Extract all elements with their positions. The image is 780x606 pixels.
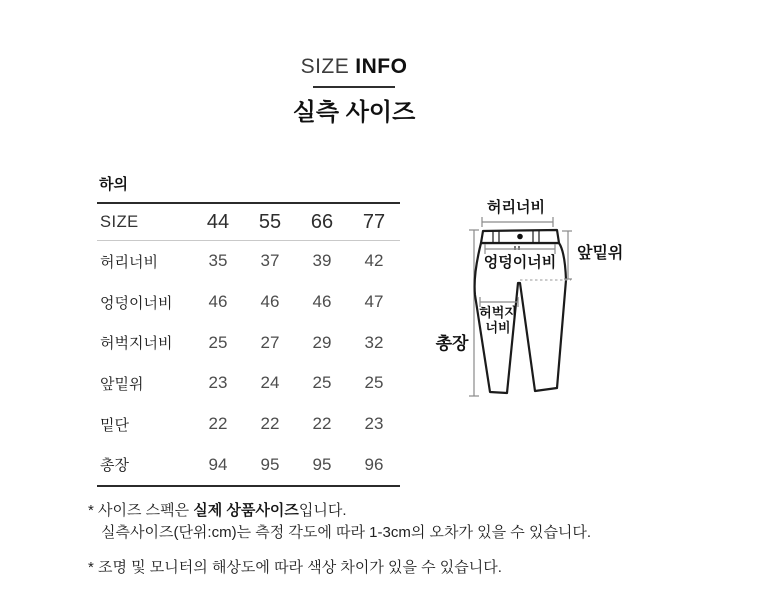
row-label: 허리너비 [100, 253, 158, 271]
row-label: 총장 [97, 444, 192, 486]
size-col-44: 44 [206, 210, 230, 233]
page-title-bold: INFO [355, 55, 408, 78]
total-length-label: 총장 [435, 334, 469, 353]
table-row-thigh [97, 322, 400, 363]
size-col-77: 77 [362, 210, 386, 233]
waist-width-label: 허리너비 [487, 199, 545, 216]
cell-value: 25 [312, 373, 332, 393]
row-label: 밑단 [100, 416, 129, 434]
thigh-width-label-line2: 너비 [485, 320, 511, 335]
hip-width-label: 엉덩이너비 [483, 254, 557, 271]
cell-value: 22 [260, 414, 280, 434]
note-size-spec [88, 501, 347, 521]
waist-button-icon [517, 234, 523, 240]
cell-value: 25 [364, 373, 384, 393]
title-block [0, 55, 708, 127]
cell-value: 47 [364, 292, 384, 312]
cell-value: 94 [192, 444, 244, 486]
table-row-front-rise [97, 363, 400, 404]
table-row-length [97, 444, 400, 486]
cell-value: 23 [364, 414, 384, 434]
row-label: 허벅지너비 [100, 335, 173, 353]
cell-value: 25 [208, 332, 228, 352]
cell-value: 96 [348, 444, 400, 486]
cell-value: 22 [312, 414, 332, 434]
page-title [0, 55, 708, 79]
cell-value: 46 [208, 292, 228, 312]
title-divider [313, 86, 395, 88]
waist-width-bracket [482, 217, 553, 227]
page-title-light: SIZE [300, 55, 350, 78]
size-table [97, 202, 400, 487]
cell-value: 23 [208, 373, 228, 393]
cell-value: 95 [244, 444, 296, 486]
cell-value: 32 [364, 332, 384, 352]
cell-value: 29 [312, 332, 332, 352]
size-col-66: 66 [310, 210, 334, 233]
cell-value: 39 [312, 251, 332, 271]
table-row-waist [97, 241, 400, 282]
row-label: 앞밑위 [100, 375, 144, 393]
cell-value: 95 [296, 444, 348, 486]
table-row-hip [97, 282, 400, 323]
pants-measurement-diagram [435, 195, 624, 407]
cell-value: 42 [364, 251, 384, 271]
note-text: * 사이즈 스펙은 [88, 502, 194, 519]
cell-value: 46 [312, 292, 332, 312]
cell-value: 37 [260, 251, 280, 271]
note-text: 입니다. [298, 502, 347, 519]
cell-value: 35 [208, 251, 228, 271]
size-col-55: 55 [258, 210, 282, 233]
table-header-row [97, 203, 400, 241]
cell-value: 22 [208, 414, 228, 434]
section-label-bottoms: 하의 [99, 176, 128, 193]
page-subtitle: 실측 사이즈 [292, 99, 416, 126]
cell-value: 24 [260, 373, 280, 393]
table-row-hem [97, 404, 400, 445]
note-text-bold: 실제 상품사이즈 [193, 502, 299, 519]
cell-value: 27 [260, 332, 280, 352]
cell-value: 46 [260, 292, 280, 312]
row-label: 엉덩이너비 [100, 294, 173, 312]
thigh-width-label-line1: 허벅지 [479, 305, 517, 320]
note-measure-tolerance: 실측사이즈(단위:cm)는 측정 각도에 따라 1-3cm의 오차가 있을 수 있습니다. [101, 524, 592, 541]
front-rise-label: 앞밑위 [577, 245, 624, 262]
note-color-difference: * 조명 및 모니터의 해상도에 따라 색상 차이가 있을 수 있습니다. [88, 559, 502, 576]
size-header-cell: SIZE [100, 212, 139, 231]
